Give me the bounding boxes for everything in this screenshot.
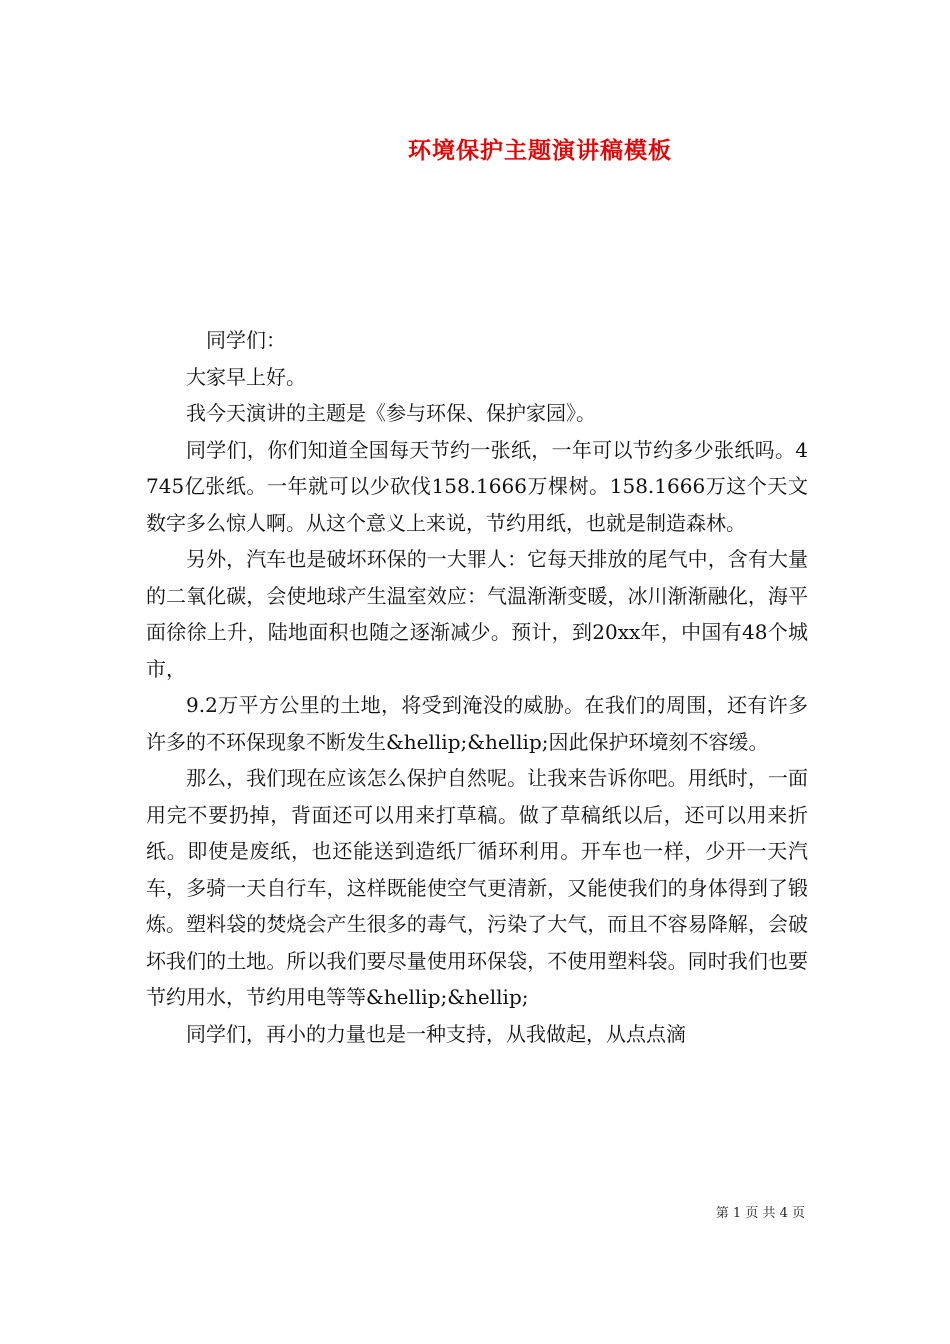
paragraph-paper-saving: 同学们，你们知道全国每天节约一张纸，一年可以节约多少张纸吗。4745亿张纸。一年就可以少砍伐158.1666万棵树。158.1666万这个天文数字多么惊人啊。从这个意义上来说，节约用纸，也就是制造森林。 — [146, 437, 808, 535]
document-body — [146, 322, 808, 1052]
paragraph-good-morning: 大家早上好。 — [186, 364, 306, 389]
paragraph-how-to-protect: 那么，我们现在应该怎么保护自然呢。让我来告诉你吧。用纸时，一面用完不要扔掉，背面还可以用来打草稿。做了草稿纸以后，还可以用来折纸。即使是废纸，也还能送到造纸厂循环利用。开车也一样，少开一天汽车，多骑一天自行车，这样既能使空气更清新，又能使我们的身体得到了锻炼。塑料袋的焚烧会产生很多的毒气，污染了大气，而且不容易降解，会破坏我们的土地。所以我们要尽量使用环保袋，不使用塑料袋。同时我们也要节约用水，节约用电等等&hellip;&hellip; — [146, 766, 808, 1009]
paragraph-greeting: 同学们： — [206, 328, 286, 352]
paragraph-topic: 我今天演讲的主题是《参与环保、保护家园》。 — [186, 401, 596, 425]
page-footer: 第 1 页 共 4 页 — [715, 1206, 805, 1221]
document-title: 环境保护主题演讲稿模板 — [408, 137, 672, 164]
paragraph-land-threat: 9.2万平方公里的土地，将受到淹没的威胁。在我们的周围，还有许多许多的不环保现象不断发生&hellip;&hellip;因此保护环境刻不容缓。 — [146, 693, 808, 754]
paragraph-car-emissions: 另外，汽车也是破坏环保的一大罪人：它每天排放的尾气中，含有大量的二氧化碳，会使地球产生温室效应：气温渐渐变暖，冰川渐渐融化，海平面徐徐上升，陆地面积也随之逐渐减少。预计，到20xx年，中国有48个城市， — [146, 547, 808, 681]
paragraph-closing: 同学们，再小的力量也是一种支持，从我做起，从点点滴 — [186, 1021, 686, 1046]
